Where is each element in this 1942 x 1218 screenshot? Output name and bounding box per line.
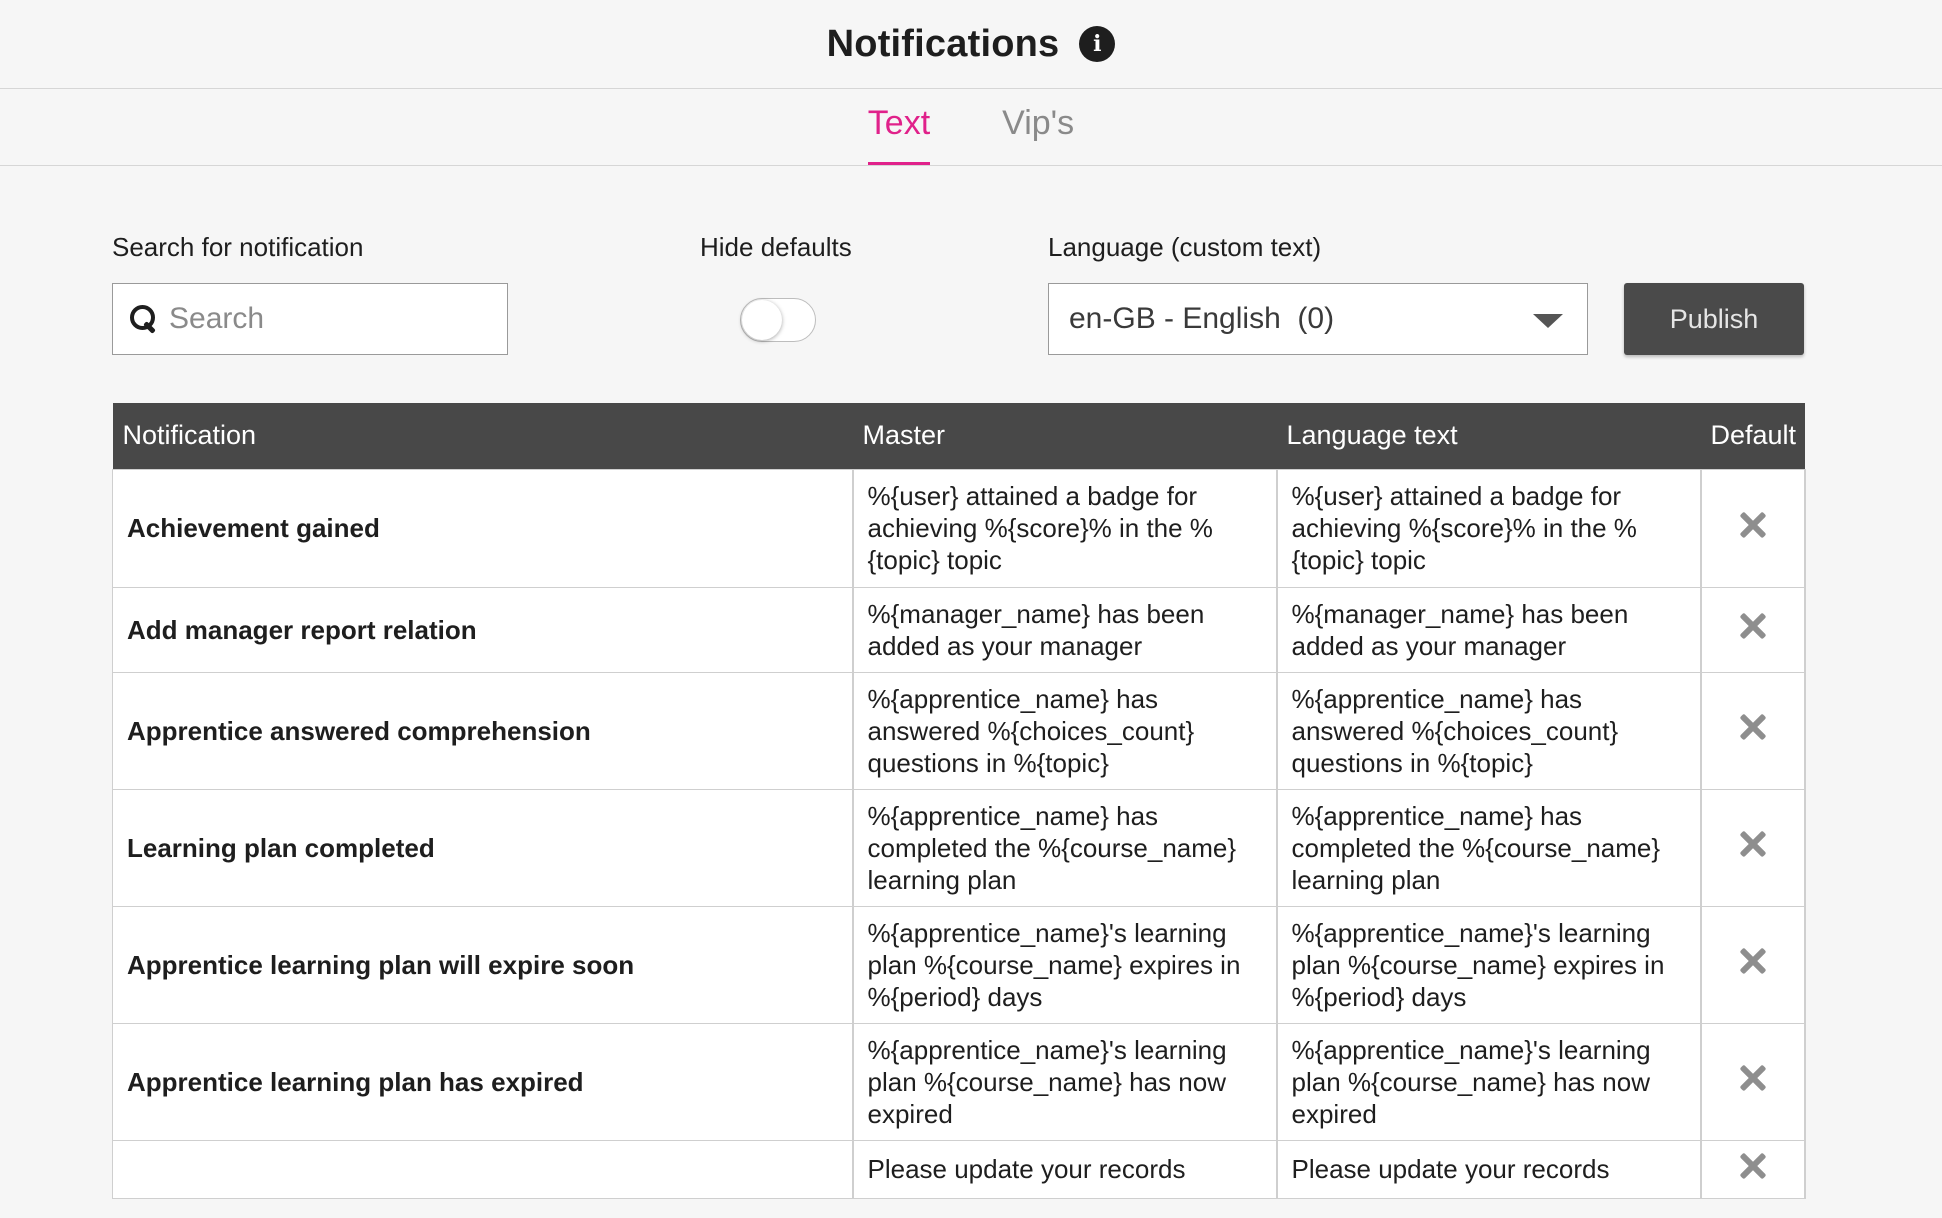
- search-label: Search for notification: [112, 232, 364, 262]
- language-value: en-GB - English (0): [1069, 302, 1335, 335]
- notification-name: Achievement gained: [113, 469, 853, 587]
- table-row[interactable]: [113, 469, 1805, 587]
- page-title: Notifications: [826, 22, 1060, 65]
- tab-bar: [0, 89, 1942, 166]
- table-row[interactable]: [113, 789, 1805, 906]
- notification-name: Apprentice learning plan has expired: [113, 1023, 853, 1140]
- language-text[interactable]: %{user} attained a badge for achieving %{score}% in the %{topic} topic: [1277, 469, 1701, 587]
- table-header-row: [113, 403, 1805, 469]
- default-cell: [1701, 469, 1805, 587]
- language-text[interactable]: %{apprentice_name}'s learning plan %{course_name} expires in %{period} days: [1277, 906, 1701, 1023]
- language-select[interactable]: [1048, 283, 1588, 355]
- table-row[interactable]: [113, 906, 1805, 1023]
- close-icon[interactable]: [1738, 946, 1768, 976]
- tab-vips[interactable]: Vip's: [1002, 103, 1075, 142]
- toggle-knob: [742, 300, 782, 340]
- default-cell: [1701, 1023, 1805, 1140]
- table-row[interactable]: [113, 587, 1805, 672]
- master-text: %{manager_name} has been added as your manager: [853, 587, 1277, 672]
- master-text: Please update your records: [853, 1140, 1277, 1198]
- info-icon[interactable]: i: [1079, 26, 1115, 62]
- page-header: [0, 0, 1942, 89]
- search-field[interactable]: [112, 283, 508, 355]
- notification-name: Apprentice answered comprehension: [113, 672, 853, 789]
- notification-name: [113, 1140, 853, 1198]
- language-text[interactable]: %{apprentice_name} has completed the %{course_name} learning plan: [1277, 789, 1701, 906]
- default-cell: [1701, 1140, 1805, 1198]
- close-icon[interactable]: [1738, 1063, 1768, 1093]
- hide-defaults-label: Hide defaults: [700, 232, 852, 262]
- column-header-master: Master: [853, 403, 1277, 469]
- master-text: %{apprentice_name} has completed the %{course_name} learning plan: [853, 789, 1277, 906]
- close-icon[interactable]: [1738, 510, 1768, 540]
- close-icon[interactable]: [1738, 611, 1768, 641]
- default-cell: [1701, 906, 1805, 1023]
- notification-name: Add manager report relation: [113, 587, 853, 672]
- publish-button[interactable]: Publish: [1624, 283, 1804, 355]
- table-row[interactable]: [113, 1140, 1805, 1198]
- master-text: %{apprentice_name} has answered %{choices_count} questions in %{topic}: [853, 672, 1277, 789]
- column-header-notification: Notification: [113, 403, 853, 469]
- table-row[interactable]: [113, 672, 1805, 789]
- master-text: %{user} attained a badge for achieving %{score}% in the %{topic} topic: [853, 469, 1277, 587]
- default-cell: [1701, 672, 1805, 789]
- tab-text[interactable]: Text: [868, 89, 930, 165]
- column-header-language-text: Language text: [1277, 403, 1701, 469]
- default-cell: [1701, 789, 1805, 906]
- search-input[interactable]: [169, 302, 489, 336]
- language-text[interactable]: %{apprentice_name} has answered %{choices_count} questions in %{topic}: [1277, 672, 1701, 789]
- chevron-down-icon: [1533, 314, 1563, 328]
- default-cell: [1701, 587, 1805, 672]
- column-header-default: Default: [1701, 403, 1805, 469]
- notifications-table: [112, 403, 1804, 1199]
- close-icon[interactable]: [1738, 829, 1768, 859]
- table-row[interactable]: [113, 1023, 1805, 1140]
- language-text[interactable]: %{apprentice_name}'s learning plan %{course_name} has now expired: [1277, 1023, 1701, 1140]
- search-icon: [129, 304, 159, 334]
- master-text: %{apprentice_name}'s learning plan %{course_name} expires in %{period} days: [853, 906, 1277, 1023]
- filter-controls: [112, 232, 1804, 357]
- notification-name: Apprentice learning plan will expire soon: [113, 906, 853, 1023]
- master-text: %{apprentice_name}'s learning plan %{course_name} has now expired: [853, 1023, 1277, 1140]
- language-label: Language (custom text): [1048, 232, 1322, 262]
- language-text[interactable]: Please update your records: [1277, 1140, 1701, 1198]
- close-icon[interactable]: [1738, 1151, 1768, 1181]
- language-text[interactable]: %{manager_name} has been added as your manager: [1277, 587, 1701, 672]
- close-icon[interactable]: [1738, 712, 1768, 742]
- notification-name: Learning plan completed: [113, 789, 853, 906]
- hide-defaults-toggle[interactable]: [740, 298, 816, 342]
